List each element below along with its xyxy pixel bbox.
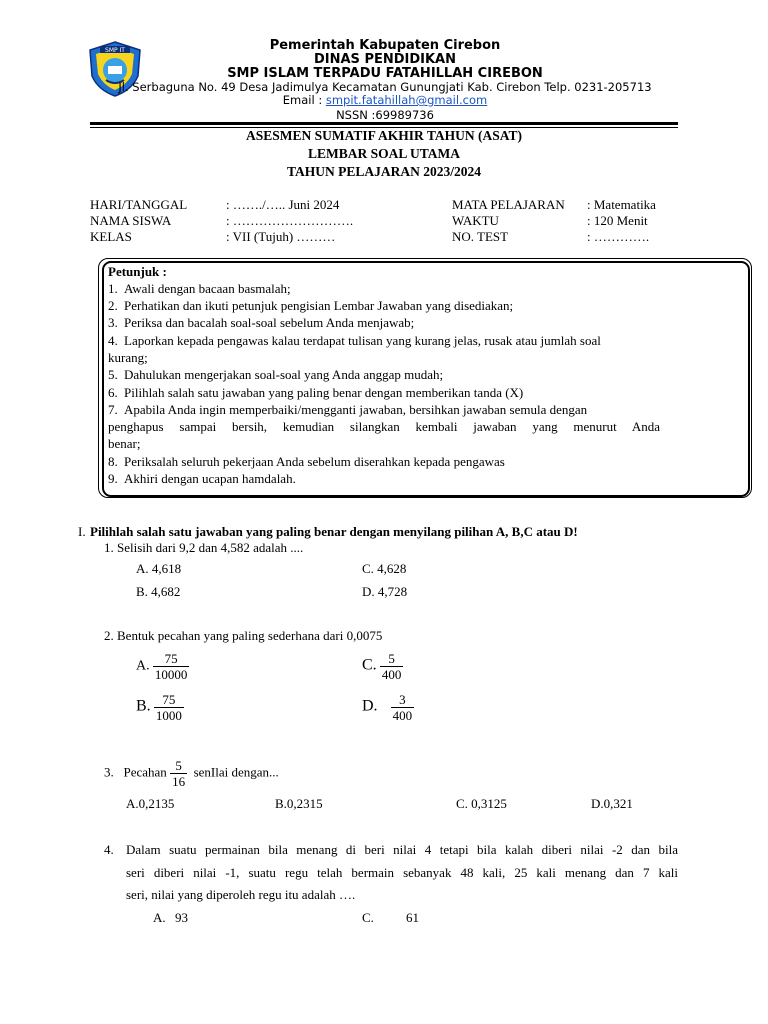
kop-email-label: Email : [282, 93, 326, 107]
question-2: 2. Bentuk pecahan yang paling sederhana dari 0,0075 [104, 628, 383, 643]
q4-option-a-label: A. [153, 910, 166, 925]
instructions-heading: Petunjuk : [108, 264, 167, 279]
q3-option-d: D.0,321 [591, 796, 633, 811]
id-label-time: WAKTU [452, 213, 499, 228]
question-4-line1: Dalam suatu permainan bila menang di beri nilai 4 tetapi bila kalah diberi nilai -2 dan bila [126, 842, 678, 857]
q2-option-d: D. $\frac{3}{400}$ [362, 692, 413, 723]
id-label-name: NAMA SISWA [90, 213, 172, 228]
q4-option-c-label: C. [362, 910, 374, 925]
question-4-number: 4. [104, 842, 114, 857]
kop-department: DINAS PENDIDIKAN [313, 52, 457, 67]
id-value-name: : ………………………. [226, 213, 354, 228]
section-numeral: I. [78, 524, 86, 539]
instruction-item-cont: kurang; [108, 350, 148, 365]
logo-text: SMP IT [105, 47, 125, 54]
instruction-item: 5. Dahulukan mengerjakan soal-soal yang Anda anggap mudah; [108, 367, 444, 382]
id-label-class: KELAS [90, 229, 132, 244]
instruction-item: 8. Periksalah seluruh pekerjaan Anda sebelum diserahkan kepada pengawas [108, 454, 505, 469]
question-1: 1. Selisih dari 9,2 dan 4,582 adalah .... [104, 540, 304, 555]
instruction-item: 4. Laporkan kepada pengawas kalau terdapat tulisan yang kurang jelas, rusak atau jumlah soal [108, 333, 601, 348]
q3-option-b: B.0,2315 [275, 796, 323, 811]
id-value-time: : 120 Menit [587, 213, 648, 228]
question-4-line3: seri, nilai yang diperoleh regu itu adalah …. [126, 887, 356, 902]
section-instruction: Pilihlah salah satu jawaban yang paling benar dengan menyilang pilihan A, B,C atau D! [90, 524, 578, 539]
exam-title: ASESMEN SUMATIF AKHIR TAHUN (ASAT) [245, 128, 523, 143]
instruction-item: 6. Pilihlah salah satu jawaban yang paling benar dengan memberikan tanda (X) [108, 385, 524, 400]
q3-option-c: C. 0,3125 [456, 796, 507, 811]
id-value-subject: : Matematika [587, 197, 656, 212]
question-3: 3. Pecahan $\frac{5}{16}$ senIlai dengan... [104, 758, 279, 789]
id-label-date: HARI/TANGGAL [90, 197, 188, 212]
kop-email-line [90, 93, 680, 107]
q2-option-b: B. $\frac{75}{1000}$ [136, 692, 182, 723]
q4-option-c-value: 61 [406, 910, 419, 925]
q1-option-d: D. 4,728 [362, 584, 408, 599]
q1-option-c: C. 4,628 [362, 561, 407, 576]
q2-option-c: C. $\frac{5}{400}$ [362, 651, 402, 682]
id-value-class: : VII (Tujuh) ……… [226, 229, 336, 244]
id-value-test-no: : …………. [587, 229, 650, 244]
q3-option-a: A.0,2135 [126, 796, 175, 811]
question-4-line2: seri diberi nilai -1, suatu regu telah bermain sebanyak 48 kali, 25 kali menang dan 7 kali [126, 865, 678, 880]
instruction-item-cont: benar; [108, 436, 141, 451]
kop-address: Jl. Serbaguna No. 49 Desa Jadimulya Kecamatan Gunungjati Kab. Cirebon Telp. 0231-205713 [118, 80, 652, 94]
instruction-item-cont: penghapus sampai bersih, kemudian silangkan kembali jawaban yang menurut Anda [108, 419, 660, 434]
exam-year: TAHUN PELAJARAN 2023/2024 [286, 164, 481, 179]
q1-option-b: B. 4,682 [136, 584, 181, 599]
id-label-subject: MATA PELAJARAN [452, 197, 565, 212]
instruction-item: 2. Perhatikan dan ikuti petunjuk pengisian Lembar Jawaban yang disediakan; [108, 298, 514, 313]
id-label-test-no: NO. TEST [452, 229, 509, 244]
q1-option-a: A. 4,618 [136, 561, 182, 576]
q4-option-a-value: 93 [175, 910, 188, 925]
kop-government: Pemerintah Kabupaten Cirebon [269, 38, 501, 53]
instruction-item: 3. Periksa dan bacalah soal-soal sebelum Anda menjawab; [108, 315, 415, 330]
kop-nssn: NSSN :69989736 [336, 108, 434, 122]
exam-subtitle: LEMBAR SOAL UTAMA [307, 146, 460, 161]
q2-option-a: A. $\frac{75}{10000}$ [136, 651, 188, 682]
instruction-item: 1. Awali dengan bacaan basmalah; [108, 281, 291, 296]
letterhead-rule-thick [90, 122, 678, 125]
email-link[interactable]: smpit.fatahillah@gmail.com [325, 93, 488, 107]
kop-school-name: SMP ISLAM TERPADU FATAHILLAH CIREBON [227, 66, 543, 81]
id-value-date: : ……./….. Juni 2024 [226, 197, 340, 212]
instruction-item: 9. Akhiri dengan ucapan hamdalah. [108, 471, 296, 486]
instruction-item: 7. Apabila Anda ingin memperbaiki/mengganti jawaban, bersihkan jawaban semula dengan [108, 402, 588, 417]
